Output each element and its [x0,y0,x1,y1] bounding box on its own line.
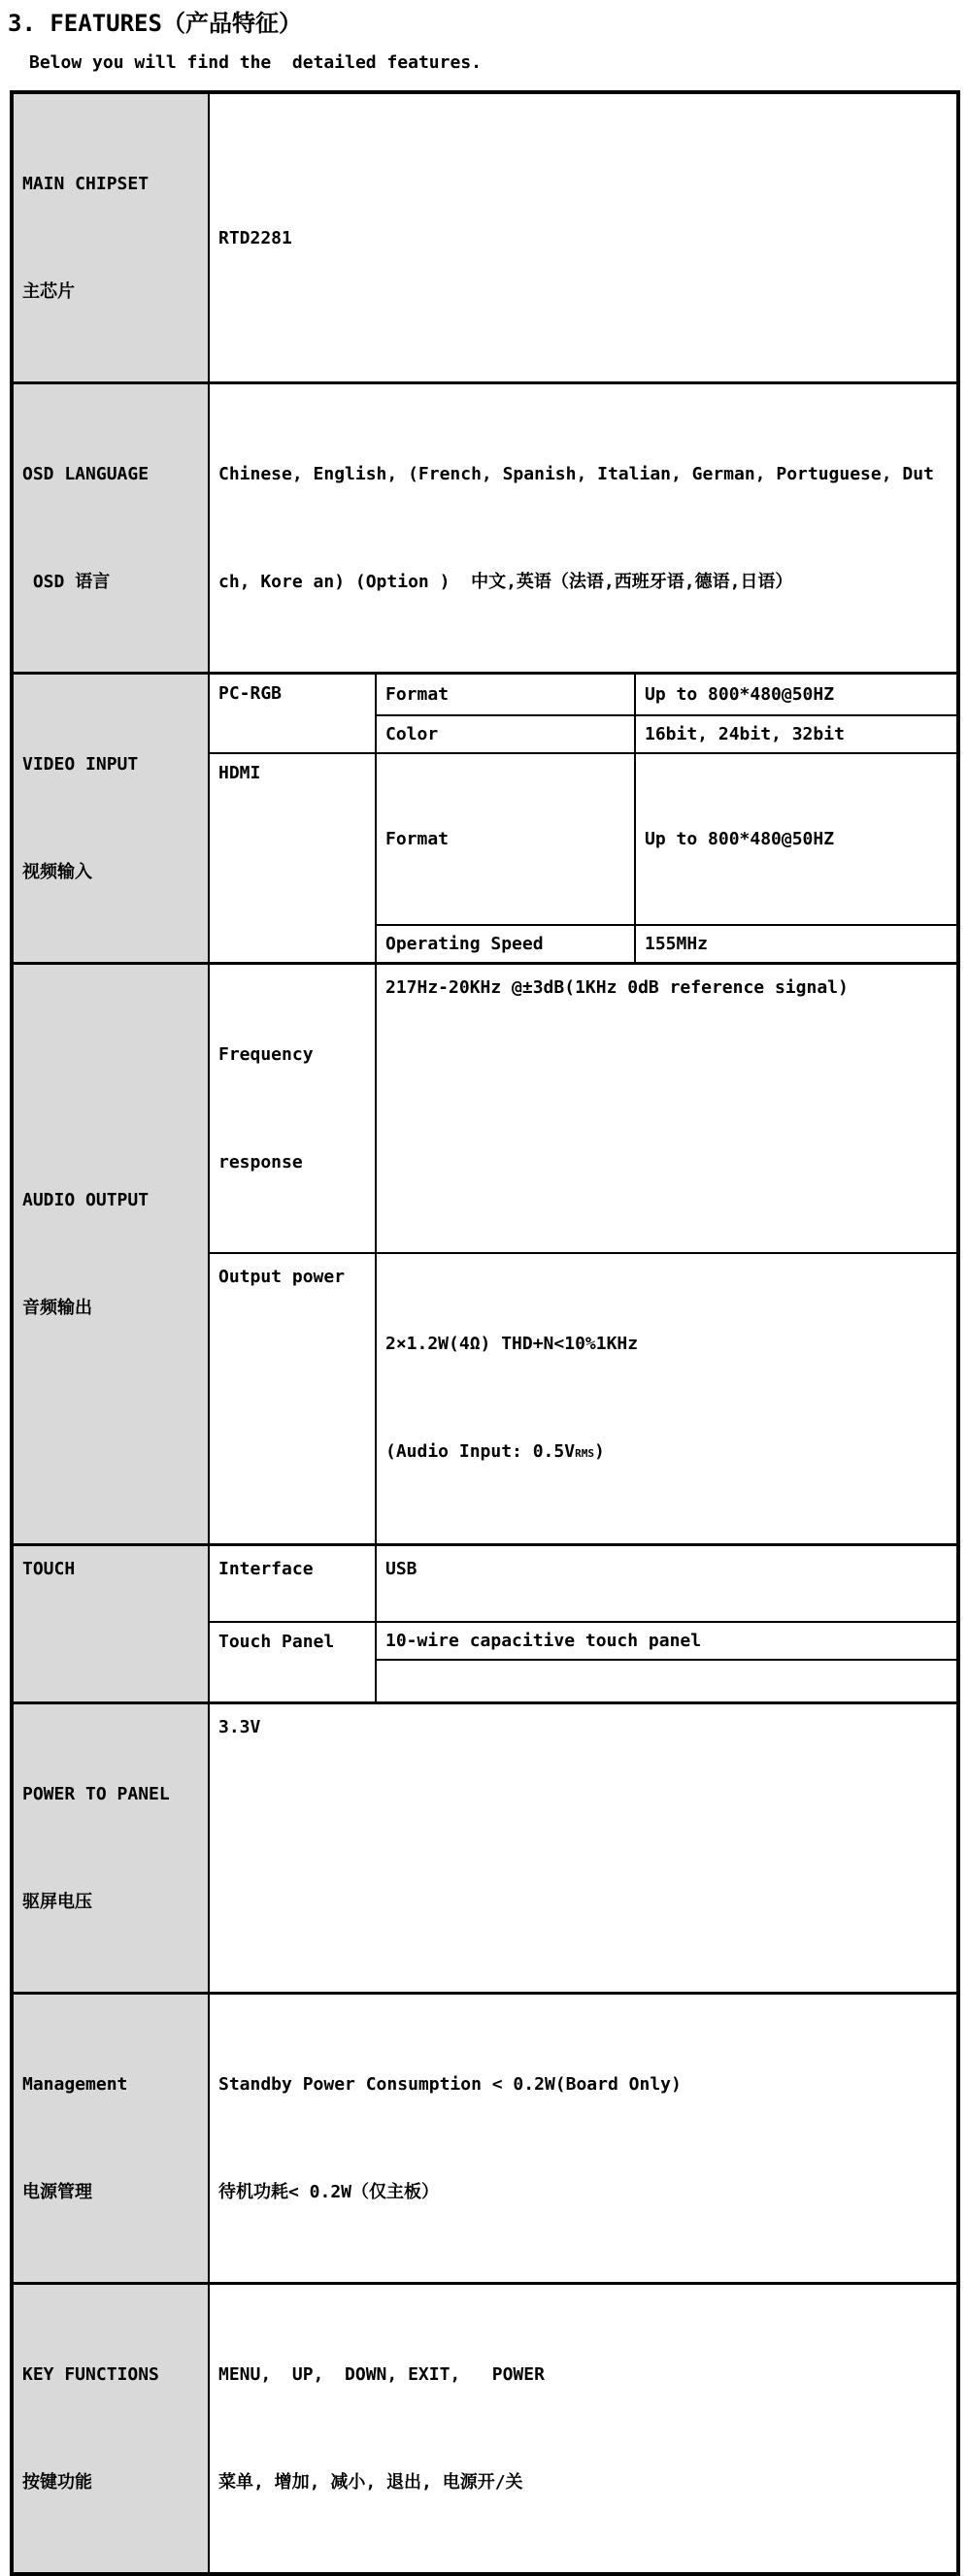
value-line: 2×1.2W(4Ω) THD+N<10%1KHz [385,1334,639,1354]
cell-touch-label: TOUCH [12,1545,209,1703]
cell-video-group-pcrgb: PC-RGB [209,674,376,753]
features-page [0,9,968,2576]
section-title: 3. FEATURES（产品特征） [8,10,302,37]
value-line: Standby Power Consumption < 0.2W(Board Only) [218,2074,682,2095]
value-text: (Audio Input: 0.5V [385,1441,576,1462]
cell-touch-empty [376,1660,958,1703]
label-line: KEY FUNCTIONS [22,2364,159,2385]
label-line: 主芯片 [22,281,75,302]
cell-output-power-param: Output power [209,1253,376,1545]
row-key-functions [12,2284,958,2575]
label-line: POWER TO PANEL [22,1784,170,1804]
cell-management-label [12,1994,209,2284]
label-line: VIDEO INPUT [22,754,139,775]
cell-audio-output-label [12,964,209,1545]
cell-interface-value: USB [376,1545,958,1622]
cell-management-value [209,1994,958,2284]
section-subtitle: Below you will find the detailed features. [29,52,482,73]
value-line: 菜单, 增加, 减小, 退出, 电源开/关 [218,2472,523,2493]
cell-hdmi-speed-value: 155MHz [635,925,958,964]
value-line: MENU, UP, DOWN, EXIT, POWER [218,2364,545,2385]
cell-pcrgb-format-value: Up to 800*480@50HZ [635,674,958,715]
param-line: Frequency [218,1044,314,1065]
cell-power-to-panel-label [12,1703,209,1994]
cell-hdmi-format-param: Format [376,753,635,926]
cell-frequency-response-param [209,964,376,1254]
row-osd-language [12,383,958,674]
label-line: AUDIO OUTPUT [22,1190,150,1210]
cell-key-functions-label [12,2284,209,2575]
cell-hdmi-speed-param: Operating Speed [376,925,635,964]
cell-key-functions-value [209,2284,958,2575]
value-line: ch, Kore an) (Option ) 中文,英语（法语,西班牙语,德语,日语） [218,572,793,592]
label-line: OSD LANGUAGE [22,464,150,484]
label-line: 驱屏电压 [22,1892,92,1912]
cell-video-input-label [12,674,209,964]
row-audio-frequency [12,964,958,1254]
cell-interface-param: Interface [209,1545,376,1622]
label-line: 电源管理 [22,2182,92,2202]
value-text: ) [593,1441,605,1462]
cell-pcrgb-color-param: Color [376,715,635,753]
cell-touch-panel-value: 10-wire capacitive touch panel [376,1622,958,1660]
cell-hdmi-format-value: Up to 800*480@50HZ [635,753,958,926]
cell-pcrgb-format-param: Format [376,674,635,715]
cell-main-chipset-label [12,92,209,383]
row-video-pcrgb-format [12,674,958,715]
value-line: Chinese, English, (French, Spanish, Italian, German, Portuguese, Dut [218,464,934,484]
cell-output-power-value [376,1253,958,1545]
cell-video-group-hdmi: HDMI [209,753,376,964]
label-line: Management [22,2074,128,2095]
label-line: 视频输入 [22,862,92,882]
cell-frequency-response-value: 217Hz-20KHz @±3dB(1KHz 0dB reference signal) [376,964,958,1254]
row-main-chipset [12,92,958,383]
features-table [10,90,960,2576]
cell-osd-language-label [12,383,209,674]
cell-touch-panel-param: Touch Panel [209,1622,376,1703]
row-management [12,1994,958,2284]
rms-subscript: RMS [575,1447,594,1460]
label-line: 按键功能 [22,2472,92,2493]
cell-osd-language-value [209,383,958,674]
param-line: response [218,1152,303,1172]
label-line: OSD 语言 [22,572,111,592]
cell-pcrgb-color-value: 16bit, 24bit, 32bit [635,715,958,753]
value-line [385,1434,948,1471]
label-line: 音频输出 [22,1298,92,1318]
value-line: 待机功耗< 0.2W（仅主板） [218,2182,440,2202]
cell-main-chipset-value: RTD2281 [209,92,958,383]
row-touch-interface [12,1545,958,1622]
row-power-to-panel [12,1703,958,1994]
label-line: MAIN CHIPSET [22,174,150,194]
cell-power-to-panel-value: 3.3V [209,1703,958,1994]
